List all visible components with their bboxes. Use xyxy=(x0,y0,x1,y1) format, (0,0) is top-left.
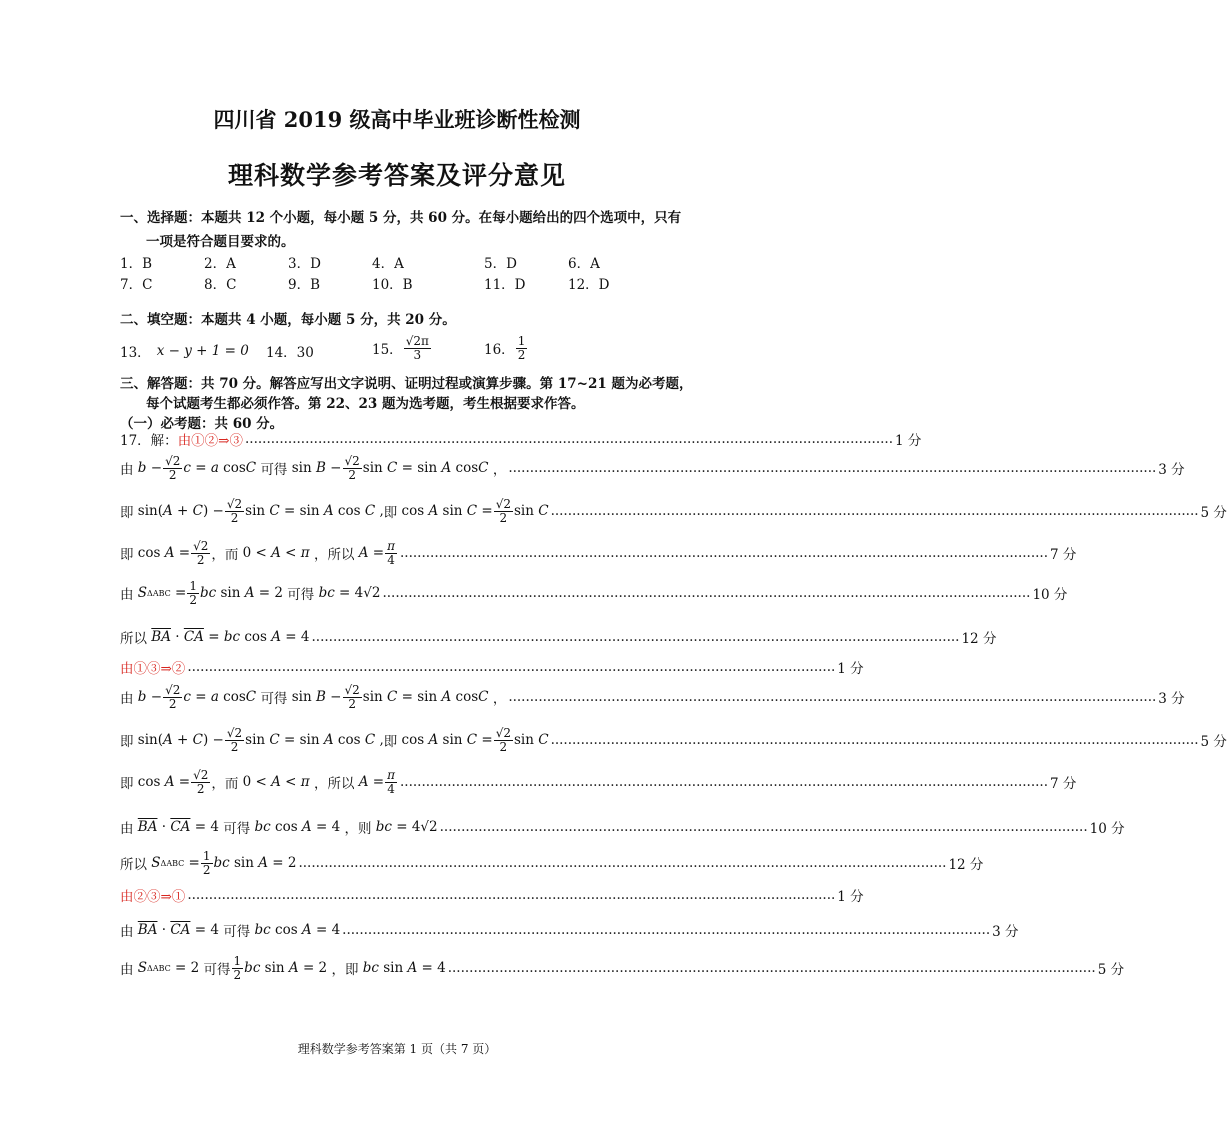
page-subtitle: 理科数学参考答案及评分意见 xyxy=(227,161,566,190)
text: 可得 xyxy=(223,821,251,837)
text: 可得 xyxy=(223,924,251,940)
score: 7 分 xyxy=(1049,776,1077,792)
fill-value-15 xyxy=(404,335,431,362)
score: 7 分 xyxy=(1049,547,1077,563)
dot-leader: ....................................................................................................................................................... xyxy=(400,545,1048,561)
text: 可得 xyxy=(203,962,231,978)
answer-5: 5．D xyxy=(484,256,517,272)
solution-line xyxy=(120,654,864,680)
answer-3: 3．D xyxy=(288,256,321,272)
fill-answer-14: 14．30 xyxy=(266,345,314,361)
dot-leader: ....................................................................................................................................................... xyxy=(447,960,1096,976)
score: 1 分 xyxy=(837,661,864,677)
dot-leader: ....................................................................................................................................................... xyxy=(508,460,1157,476)
text: 即 xyxy=(120,547,134,563)
question-label: 17．解： xyxy=(120,433,178,449)
solution-line: 所以 $\overline{BA}$ · $\overline{CA}$ = bc cos A = 4 ....................................................................................................................................................... 12 分 xyxy=(120,629,997,647)
score: 5 分 xyxy=(1097,962,1125,978)
fraction-denominator: 3 xyxy=(413,347,422,362)
text: ，而 xyxy=(211,776,239,792)
case-label-1: 由①②⇒③ xyxy=(177,433,243,449)
section-heading-solve: 三、解答题：共 70 分。解答应写出文字说明、证明过程或演算步骤。第 17~21 题为必考题， xyxy=(120,376,693,392)
fill-answer-13 xyxy=(120,338,249,364)
fill-label-15: 15． xyxy=(372,342,403,358)
fraction-numerator: √2π xyxy=(405,333,429,348)
score: 5 分 xyxy=(1200,734,1227,750)
section-heading-choice-cont: 一项是符合题目要求的。 xyxy=(146,234,295,250)
score: 3 分 xyxy=(992,924,1019,940)
section-heading-solve-cont: 每个试题考生都必须作答。第 22、23 题为选考题，考生根据要求作答。 xyxy=(146,396,585,412)
solution-line xyxy=(120,426,922,452)
dot-leader: ....................................................................................................................................................... xyxy=(550,503,1199,519)
fill-answer-16 xyxy=(484,328,528,368)
solution-line: 即 sin( A + C ) − $\frac{√2}{2}$ sin C = sin A cos C , 即 cos A sin C = $\frac{√2}{2}$ sin C ....................................................................................................................................................... 5 分 xyxy=(120,725,1227,754)
answer-7: 7．C xyxy=(120,277,153,293)
dot-leader: ....................................................................................................................................................... xyxy=(311,629,960,645)
text: 由 xyxy=(120,821,134,837)
text: 所以 xyxy=(120,631,147,647)
section-heading-fill: 二、填空题：本题共 4 小题，每小题 5 分，共 20 分。 xyxy=(120,312,456,328)
answer-8: 8．C xyxy=(204,277,237,293)
case-label-2: 由①③⇒② xyxy=(120,661,186,677)
solution-line: 即 cos A = $\frac{√2}{2}$ ，而 0 < A < π ，所以 A = $\frac{\pi}{4}$ ....................................................................................................................................................... 7 分 xyxy=(120,538,1077,567)
score: 3 分 xyxy=(1158,691,1185,707)
page-footer: 理科数学参考答案第 1 页（共 7 页） xyxy=(297,1042,497,1056)
score: 10 分 xyxy=(1089,821,1125,837)
text: 即 xyxy=(120,505,134,521)
score: 12 分 xyxy=(948,857,984,873)
fill-label-13: 13． xyxy=(120,345,151,361)
dot-leader: ....................................................................................................................................................... xyxy=(187,659,836,675)
fraction-numerator: 1 xyxy=(517,333,526,348)
dot-leader: ....................................................................................................................................................... xyxy=(245,431,893,447)
dot-leader: ....................................................................................................................................................... xyxy=(342,922,991,938)
score: 1 分 xyxy=(837,889,864,905)
case-label-3: 由②③⇒① xyxy=(120,889,186,905)
fraction-denominator: 2 xyxy=(517,347,526,362)
dot-leader: ....................................................................................................................................................... xyxy=(508,689,1157,705)
text: 即 xyxy=(344,962,359,978)
text: 由 xyxy=(120,962,134,978)
text: 所以 xyxy=(120,857,147,873)
text: ， xyxy=(492,462,507,478)
score: 1 分 xyxy=(894,433,922,449)
text: 可得 xyxy=(260,462,288,478)
solution-line: 由 b − $\frac{√2}{2}$ c = a cos C 可得 sin B − $\frac{√2}{2}$ sin C = sin A cos C ， ....................................................................................................................................................... 3 分 xyxy=(120,453,1185,482)
answer-9: 9．B xyxy=(288,277,321,293)
solution-line: 由 $\overline{BA}$ · $\overline{CA}$ = 4 可得 bc cos A = 4 ....................................................................................................................................................... 3 分 xyxy=(120,922,1019,940)
solution-line: 由 b − $\frac{√2}{2}$ c = a cos C 可得 sin B − $\frac{√2}{2}$ sin C = sin A cos C ， ....................................................................................................................................................... 3 分 xyxy=(120,682,1185,711)
fill-value-13: x − y + 1 = 0 xyxy=(156,343,249,359)
solution-line: 即 sin( A + C ) − $\frac{√2}{2}$ sin C = sin A cos C , 即 cos A sin C = $\frac{√2}{2}$ sin C ....................................................................................................................................................... 5 分 xyxy=(120,496,1227,525)
answer-12: 12．D xyxy=(568,277,610,293)
dot-leader: ....................................................................................................................................................... xyxy=(382,585,1031,601)
text: ， xyxy=(331,962,345,978)
score: 5 分 xyxy=(1200,505,1227,521)
score: 12 分 xyxy=(961,631,997,647)
text: 由 xyxy=(120,691,134,707)
answer-11: 11．D xyxy=(484,277,526,293)
text: ，而 xyxy=(211,547,239,563)
score: 3 分 xyxy=(1158,462,1185,478)
fill-label-16: 16． xyxy=(484,342,515,358)
text: ，所以 xyxy=(313,547,355,563)
score: 10 分 xyxy=(1032,587,1068,603)
text: 可得 xyxy=(260,691,288,707)
text: 由 xyxy=(120,587,134,603)
text: 即 xyxy=(120,776,134,792)
answer-10: 10．B xyxy=(372,277,413,293)
dot-leader: ....................................................................................................................................................... xyxy=(550,732,1199,748)
solution-line: 由 S ΔABC = $\frac{1}{2}$ bc sin A = 2 可得 bc = 4√2 ....................................................................................................................................................... 10 分 xyxy=(120,578,1068,607)
dot-leader: ....................................................................................................................................................... xyxy=(439,819,1088,835)
dot-leader: ....................................................................................................................................................... xyxy=(298,855,947,871)
text: ， xyxy=(492,691,507,707)
solution-line: 由 S ΔABC = 2 可得 $\frac{1}{2}$ bc sin A = 2 ， 即 bc sin A = 4 ....................................................................................................................................................... 5 分 xyxy=(120,953,1125,982)
answer-2: 2．A xyxy=(204,256,236,272)
dot-leader: ....................................................................................................................................................... xyxy=(400,774,1048,790)
text: 由 xyxy=(120,924,134,940)
fill-answer-15 xyxy=(372,328,432,368)
text: ，则 xyxy=(344,821,372,837)
solution-line xyxy=(120,882,864,908)
text: 由 xyxy=(120,462,134,478)
text: 即 xyxy=(383,505,398,521)
answer-1: 1．B xyxy=(120,256,153,272)
text: 可得 xyxy=(287,587,315,603)
page-title: 四川省 2019 级高中毕业班诊断性检测 xyxy=(213,107,581,132)
text: 即 xyxy=(383,734,398,750)
solution-line: 所以 S ΔABC = $\frac{1}{2}$ bc sin A = 2 ....................................................................................................................................................... 12 分 xyxy=(120,848,984,877)
sub-heading-required: （一）必考题：共 60 分。 xyxy=(120,416,284,432)
answer-6: 6．A xyxy=(568,256,600,272)
solution-line: 由 $\overline{BA}$ · $\overline{CA}$ = 4 可得 bc cos A = 4 ，则 bc = 4√2 ....................................................................................................................................................... 10 分 xyxy=(120,819,1125,837)
fill-value-16 xyxy=(516,335,528,362)
text: 即 xyxy=(120,734,134,750)
section-heading-choice: 一、选择题：本题共 12 个小题，每小题 5 分，共 60 分。在每小题给出的四个选项中，只有 xyxy=(120,210,682,226)
dot-leader: ....................................................................................................................................................... xyxy=(187,887,836,903)
solution-line: 即 cos A = $\frac{√2}{2}$ ，而 0 < A < π ，所以 A = $\frac{\pi}{4}$ ....................................................................................................................................................... 7 分 xyxy=(120,767,1077,796)
answer-4: 4．A xyxy=(372,256,404,272)
text: ，所以 xyxy=(313,776,355,792)
